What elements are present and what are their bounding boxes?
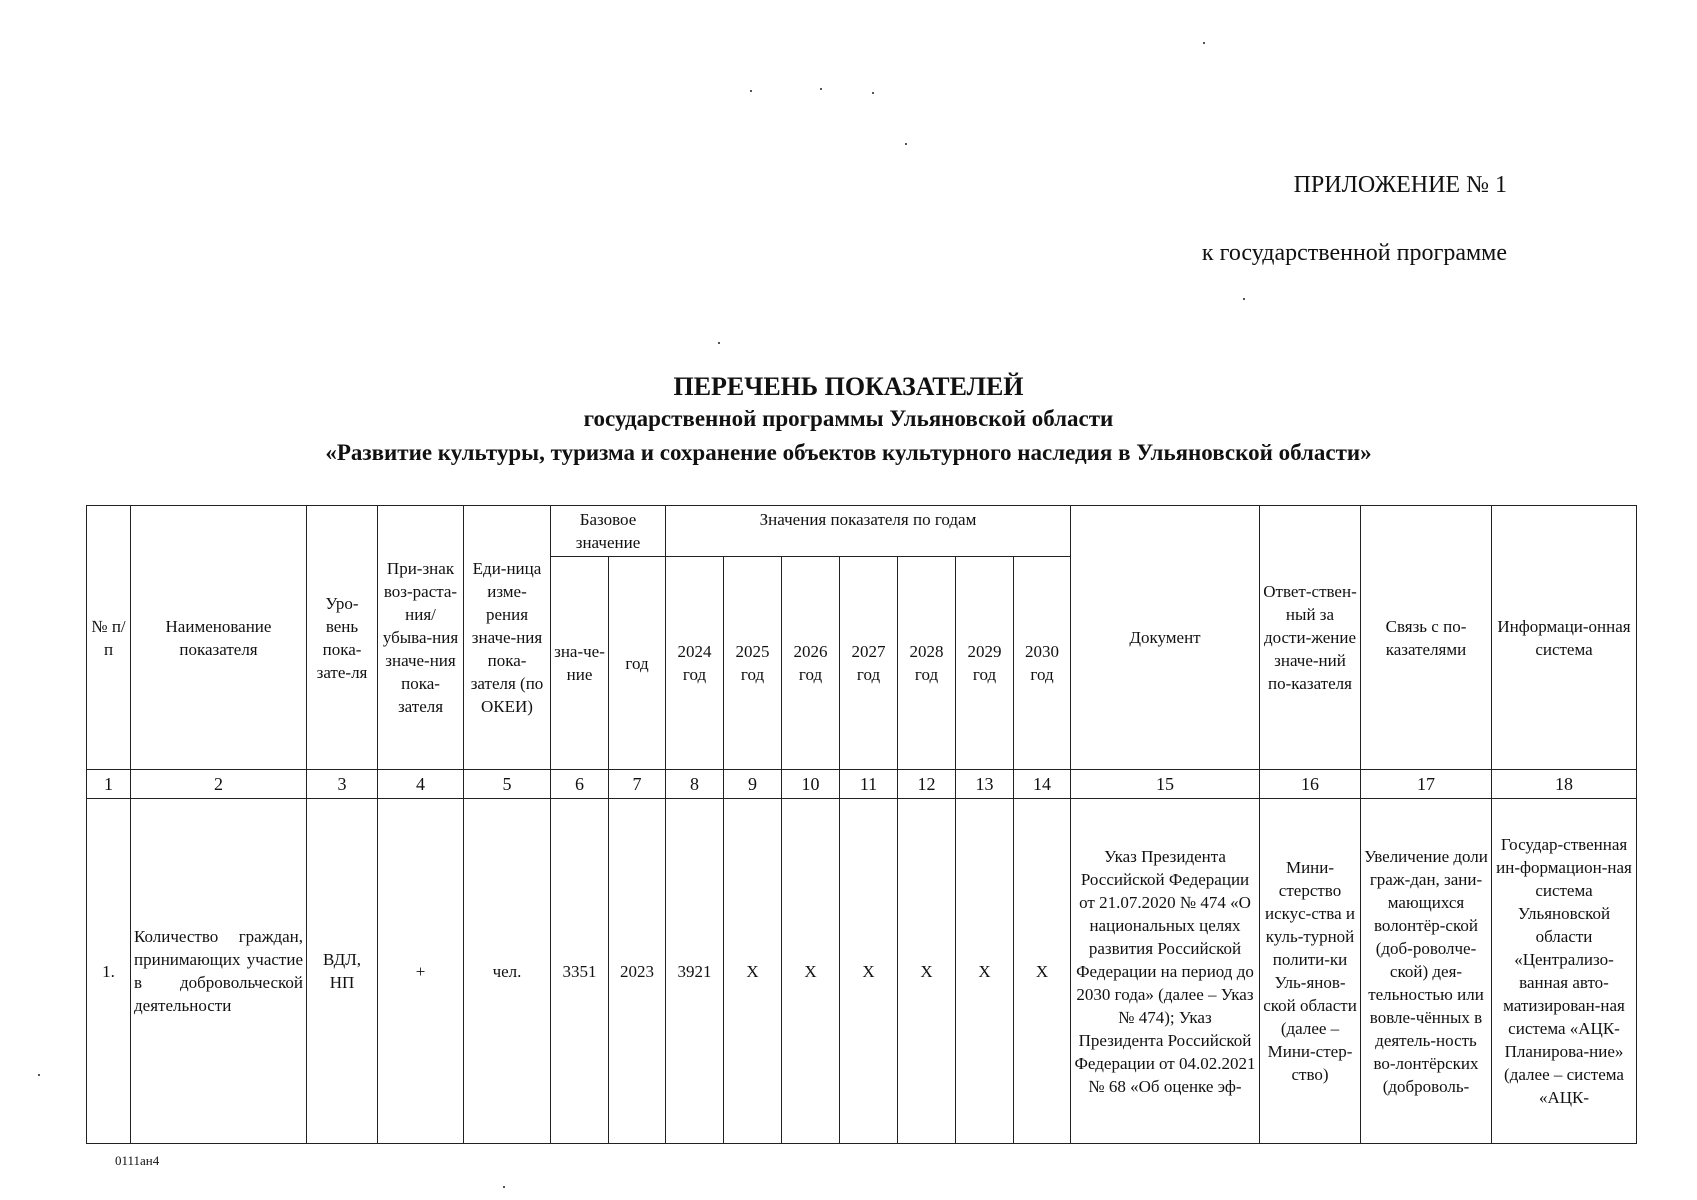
col-number: 2 xyxy=(131,770,307,799)
col-number: 5 xyxy=(464,770,551,799)
header-responsible: Ответ-ствен-ный за дости-жение значе-ний по-казателя xyxy=(1260,506,1361,770)
col-number: 6 xyxy=(551,770,609,799)
header-year-2029: 2029 год xyxy=(956,557,1014,770)
table-row xyxy=(87,799,1637,1144)
col-number: 18 xyxy=(1492,770,1637,799)
value-2029: X xyxy=(956,799,1014,1144)
value-2024: 3921 xyxy=(666,799,724,1144)
document-subtitle-program: государственной программы Ульяновской области xyxy=(583,406,1114,431)
header-sign: При-знак воз-раста-ния/ убыва-ния значе-ния пока-зателя xyxy=(378,506,464,770)
value-2026: X xyxy=(782,799,840,1144)
info-system: Государ-ственная ин-формацион-ная система Ульяновской области «Централизо-ванная авто-матизирован-ная система «АЦК-Планирова-ние» (далее – система «АЦК- xyxy=(1492,799,1637,1144)
scan-speck xyxy=(872,92,874,94)
scan-speck xyxy=(820,88,822,90)
document-subtitle-name: «Развитие культуры, туризма и сохранение объектов культурного наследия в Ульяновской области» xyxy=(325,440,1372,465)
value-2027: X xyxy=(840,799,898,1144)
indicator-sign: + xyxy=(378,799,464,1144)
col-number: 12 xyxy=(898,770,956,799)
col-number: 15 xyxy=(1071,770,1260,799)
value-2028: X xyxy=(898,799,956,1144)
col-number: 1 xyxy=(87,770,131,799)
footer-code: 0111ан4 xyxy=(115,1153,160,1168)
base-value: 3351 xyxy=(551,799,609,1144)
scan-speck xyxy=(38,1074,40,1076)
header-document: Документ xyxy=(1071,506,1260,770)
indicators-table xyxy=(86,505,1637,1144)
header-year-2027: 2027 год xyxy=(840,557,898,770)
indicator-link: Увеличение доли граж-дан, зани-мающихся волонтёр-ской (доб-роволче-ской) дея-тельностью или вовле-чённых в деятель-ность во-лонтёрских (доброволь- xyxy=(1361,799,1492,1144)
document-ref: Указ Президента Российской Федерации от 21.07.2020 № 474 «О национальных целях развития Российской Федерации на период до 2030 года» (далее – Указ № 474); Указ Президента Российской Федерации от 04.02.2021 № 68 «Об оценке эф- xyxy=(1071,799,1260,1144)
header-base-year: год xyxy=(609,557,666,770)
header-info-system: Информаци-онная система xyxy=(1492,506,1637,770)
header-years-group: Значения показателя по годам xyxy=(666,506,1071,557)
indicator-level: ВДЛ, НП xyxy=(307,799,378,1144)
header-year-2030: 2030 год xyxy=(1014,557,1071,770)
col-number: 8 xyxy=(666,770,724,799)
row-num: 1. xyxy=(87,799,131,1144)
header-name: Наименование показателя xyxy=(131,506,307,770)
header-base-value: зна-че-ние xyxy=(551,557,609,770)
document-title: ПЕРЕЧЕНЬ ПОКАЗАТЕЛЕЙ xyxy=(673,372,1024,401)
scan-speck xyxy=(750,90,752,92)
col-number: 9 xyxy=(724,770,782,799)
header-num: № п/п xyxy=(87,506,131,770)
col-number: 16 xyxy=(1260,770,1361,799)
appendix-subtitle: к государственной программе xyxy=(1201,240,1507,266)
header-year-2028: 2028 год xyxy=(898,557,956,770)
scan-speck xyxy=(503,1186,505,1188)
column-numbers-row xyxy=(87,770,1637,799)
scan-speck xyxy=(718,342,720,344)
col-number: 10 xyxy=(782,770,840,799)
header-year-2024: 2024 год xyxy=(666,557,724,770)
scan-speck xyxy=(1243,298,1245,300)
value-2025: X xyxy=(724,799,782,1144)
header-link: Связь с по-казателями xyxy=(1361,506,1492,770)
col-number: 3 xyxy=(307,770,378,799)
scan-speck xyxy=(905,143,907,145)
col-number: 7 xyxy=(609,770,666,799)
header-year-2025: 2025 год xyxy=(724,557,782,770)
header-year-2026: 2026 год xyxy=(782,557,840,770)
responsible-body: Мини-стерство искус-ства и куль-турной полити-ки Уль-янов-ской области (далее – Мини-стер-ство) xyxy=(1260,799,1361,1144)
value-2030: X xyxy=(1014,799,1071,1144)
indicator-name: Количество граждан, принимающих участие в добровольческой деятельности xyxy=(131,799,307,1144)
col-number: 4 xyxy=(378,770,464,799)
indicator-unit: чел. xyxy=(464,799,551,1144)
base-year: 2023 xyxy=(609,799,666,1144)
header-unit: Еди-ница изме-рения значе-ния пока-зателя (по ОКЕИ) xyxy=(464,506,551,770)
col-number: 14 xyxy=(1014,770,1071,799)
appendix-title: ПРИЛОЖЕНИЕ № 1 xyxy=(1293,172,1507,198)
col-number: 13 xyxy=(956,770,1014,799)
scan-speck xyxy=(1203,42,1205,44)
col-number: 17 xyxy=(1361,770,1492,799)
header-base: Базовое значение xyxy=(551,506,666,557)
header-level: Уро-вень пока-зате-ля xyxy=(307,506,378,770)
col-number: 11 xyxy=(840,770,898,799)
